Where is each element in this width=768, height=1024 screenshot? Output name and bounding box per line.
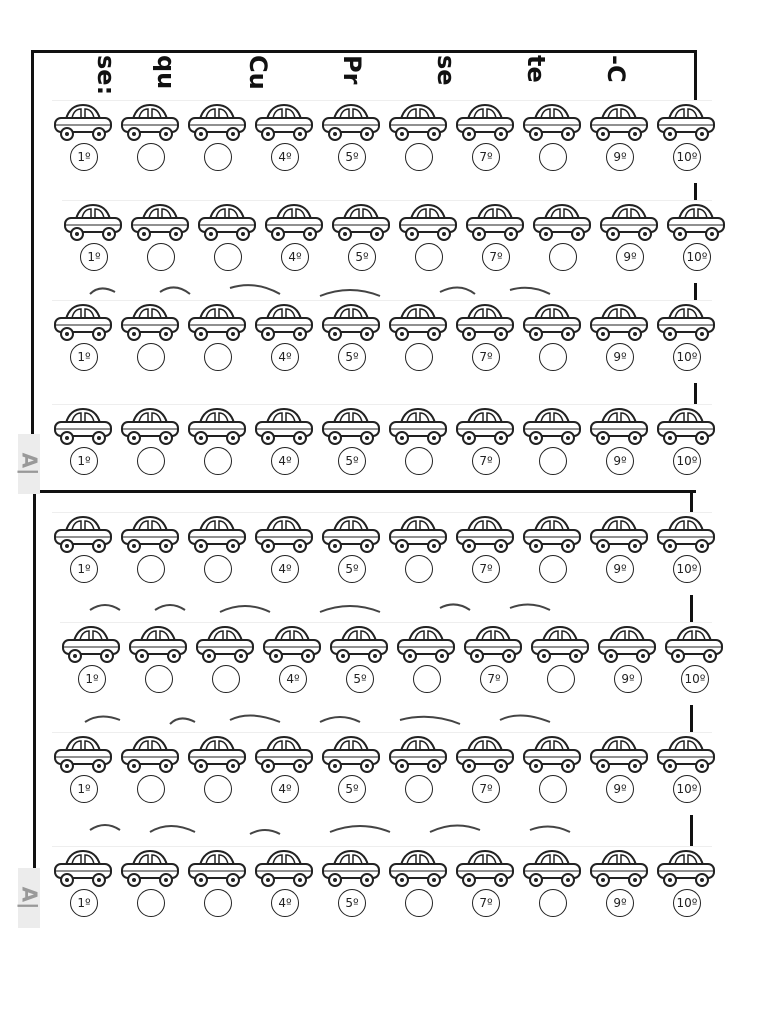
empty-position-circle[interactable]: [539, 775, 567, 803]
car-cell: [52, 513, 114, 593]
car-icon: [655, 847, 717, 891]
car-cell: [119, 405, 181, 485]
empty-position-circle[interactable]: [405, 447, 433, 475]
empty-position-circle[interactable]: [539, 447, 567, 475]
car-cell: [52, 847, 114, 927]
header-word: qu: [152, 55, 180, 90]
car-cell: [320, 405, 382, 485]
car-strip-row-4: [52, 404, 712, 487]
car-icon: [52, 101, 114, 145]
car-cell: [186, 405, 248, 485]
position-badge: 9º: [606, 555, 634, 583]
empty-position-circle[interactable]: [137, 775, 165, 803]
car-cell: [395, 623, 457, 703]
car-cell: [186, 301, 248, 381]
car-strip-row-7: [52, 732, 712, 815]
position-badge: 1º: [70, 555, 98, 583]
car-cell: [263, 201, 325, 281]
car-icon: [598, 201, 660, 245]
car-cell: [253, 405, 315, 485]
car-icon: [588, 733, 650, 777]
sketch-fragment: [80, 282, 680, 298]
car-cell: [462, 623, 524, 703]
car-icon: [186, 301, 248, 345]
car-icon: [261, 623, 323, 667]
car-cell: [454, 513, 516, 593]
car-cell: [655, 301, 717, 381]
side-mark: A|: [18, 868, 40, 928]
position-badge: 1º: [80, 243, 108, 271]
empty-position-circle[interactable]: [413, 665, 441, 693]
car-icon: [186, 847, 248, 891]
car-cell: [454, 733, 516, 813]
car-icon: [62, 201, 124, 245]
car-cell: [119, 513, 181, 593]
empty-position-circle[interactable]: [539, 143, 567, 171]
car-cell: [387, 405, 449, 485]
car-icon: [196, 201, 258, 245]
car-icon: [52, 847, 114, 891]
empty-position-circle[interactable]: [147, 243, 175, 271]
car-strip-row-3: [52, 300, 712, 383]
car-cell: [60, 623, 122, 703]
car-icon: [127, 623, 189, 667]
car-icon: [387, 847, 449, 891]
car-cell: [387, 101, 449, 181]
car-cell: [663, 623, 725, 703]
car-cell: [129, 201, 191, 281]
car-cell: [454, 847, 516, 927]
car-cell: [119, 847, 181, 927]
car-cell: [320, 101, 382, 181]
sketch-fragment: [80, 820, 680, 836]
car-cell: [387, 733, 449, 813]
car-icon: [596, 623, 658, 667]
empty-position-circle[interactable]: [549, 243, 577, 271]
car-icon: [588, 405, 650, 449]
car-icon: [655, 301, 717, 345]
car-cell: [62, 201, 124, 281]
position-badge: 4º: [271, 143, 299, 171]
car-strip-row-6: [60, 622, 712, 705]
car-cell: [387, 847, 449, 927]
empty-position-circle[interactable]: [137, 143, 165, 171]
position-badge: 9º: [606, 143, 634, 171]
car-icon: [454, 733, 516, 777]
car-icon: [665, 201, 727, 245]
car-icon: [387, 733, 449, 777]
position-badge: 4º: [271, 555, 299, 583]
sketch-fragment: [80, 710, 680, 726]
car-strip-row-2: [62, 200, 712, 283]
car-cell: [320, 301, 382, 381]
car-icon: [52, 301, 114, 345]
position-badge: 7º: [472, 889, 500, 917]
position-badge: 5º: [338, 143, 366, 171]
position-badge: 9º: [606, 889, 634, 917]
car-cell: [588, 405, 650, 485]
car-cell: [588, 847, 650, 927]
car-icon: [588, 513, 650, 557]
position-badge: 5º: [338, 447, 366, 475]
car-cell: [454, 101, 516, 181]
car-icon: [387, 101, 449, 145]
car-cell: [330, 201, 392, 281]
car-cell: [196, 201, 258, 281]
car-cell: [655, 733, 717, 813]
header-word: se:: [92, 55, 120, 96]
car-cell: [253, 101, 315, 181]
empty-position-circle[interactable]: [539, 555, 567, 583]
position-badge: 5º: [338, 555, 366, 583]
car-cell: [665, 201, 727, 281]
position-badge: 4º: [271, 343, 299, 371]
position-badge: 10º: [681, 665, 709, 693]
car-cell: [588, 733, 650, 813]
car-cell: [387, 301, 449, 381]
car-icon: [588, 301, 650, 345]
empty-position-circle[interactable]: [204, 447, 232, 475]
car-cell: [521, 301, 583, 381]
position-badge: 10º: [673, 447, 701, 475]
position-badge: 4º: [271, 889, 299, 917]
car-cell: [119, 301, 181, 381]
car-icon: [464, 201, 526, 245]
position-badge: 9º: [606, 447, 634, 475]
header-word: se: [432, 55, 460, 86]
car-icon: [529, 623, 591, 667]
position-badge: 5º: [338, 775, 366, 803]
position-badge: 9º: [606, 775, 634, 803]
empty-position-circle[interactable]: [539, 343, 567, 371]
car-icon: [330, 201, 392, 245]
car-cell: [253, 847, 315, 927]
car-icon: [194, 623, 256, 667]
car-icon: [387, 301, 449, 345]
car-cell: [186, 847, 248, 927]
empty-position-circle[interactable]: [405, 889, 433, 917]
car-icon: [531, 201, 593, 245]
position-badge: 9º: [616, 243, 644, 271]
position-badge: 4º: [281, 243, 309, 271]
car-cell: [588, 101, 650, 181]
car-cell: [521, 513, 583, 593]
car-icon: [454, 405, 516, 449]
header-word: Cu: [244, 55, 272, 90]
car-icon: [655, 513, 717, 557]
empty-position-circle[interactable]: [405, 555, 433, 583]
car-icon: [186, 405, 248, 449]
car-cell: [655, 847, 717, 927]
car-cell: [521, 733, 583, 813]
position-badge: 1º: [70, 447, 98, 475]
car-cell: [186, 101, 248, 181]
car-cell: [52, 301, 114, 381]
car-icon: [655, 405, 717, 449]
car-icon: [129, 201, 191, 245]
car-cell: [261, 623, 323, 703]
car-icon: [521, 101, 583, 145]
position-badge: 10º: [673, 555, 701, 583]
car-icon: [119, 733, 181, 777]
car-icon: [253, 847, 315, 891]
car-icon: [395, 623, 457, 667]
car-icon: [454, 301, 516, 345]
car-icon: [253, 405, 315, 449]
car-icon: [588, 847, 650, 891]
car-cell: [320, 513, 382, 593]
empty-position-circle[interactable]: [137, 447, 165, 475]
car-cell: [194, 623, 256, 703]
position-badge: 7º: [472, 343, 500, 371]
car-icon: [521, 847, 583, 891]
empty-position-circle[interactable]: [204, 889, 232, 917]
position-badge: 1º: [70, 343, 98, 371]
car-strip-row-8: [52, 846, 712, 929]
car-icon: [119, 513, 181, 557]
car-cell: [186, 733, 248, 813]
car-cell: [521, 847, 583, 927]
empty-position-circle[interactable]: [145, 665, 173, 693]
car-icon: [588, 101, 650, 145]
empty-position-circle[interactable]: [204, 555, 232, 583]
empty-position-circle[interactable]: [547, 665, 575, 693]
empty-position-circle[interactable]: [214, 243, 242, 271]
empty-position-circle[interactable]: [405, 343, 433, 371]
car-icon: [320, 405, 382, 449]
car-cell: [52, 733, 114, 813]
empty-position-circle[interactable]: [539, 889, 567, 917]
car-icon: [454, 847, 516, 891]
header-word: -C: [602, 55, 630, 83]
car-cell: [387, 513, 449, 593]
car-cell: [529, 623, 591, 703]
sketch-fragment: [80, 600, 680, 614]
position-badge: 7º: [472, 447, 500, 475]
car-cell: [320, 847, 382, 927]
car-icon: [253, 733, 315, 777]
car-icon: [521, 733, 583, 777]
car-icon: [263, 201, 325, 245]
car-icon: [663, 623, 725, 667]
car-icon: [320, 101, 382, 145]
car-icon: [397, 201, 459, 245]
position-badge: 4º: [271, 447, 299, 475]
position-badge: 5º: [348, 243, 376, 271]
position-badge: 1º: [70, 889, 98, 917]
car-icon: [119, 405, 181, 449]
car-cell: [186, 513, 248, 593]
car-icon: [60, 623, 122, 667]
position-badge: 10º: [673, 343, 701, 371]
car-cell: [531, 201, 593, 281]
empty-position-circle[interactable]: [405, 143, 433, 171]
car-icon: [521, 301, 583, 345]
car-icon: [454, 101, 516, 145]
side-mark: A|: [18, 434, 40, 494]
car-icon: [119, 847, 181, 891]
car-icon: [521, 405, 583, 449]
header-word: te: [522, 55, 550, 83]
car-icon: [186, 513, 248, 557]
car-icon: [655, 733, 717, 777]
car-cell: [588, 513, 650, 593]
car-icon: [52, 513, 114, 557]
car-cell: [253, 301, 315, 381]
car-icon: [521, 513, 583, 557]
car-cell: [119, 733, 181, 813]
position-badge: 1º: [78, 665, 106, 693]
car-icon: [186, 733, 248, 777]
car-strip-row-5: [52, 512, 712, 595]
car-cell: [521, 101, 583, 181]
car-cell: [655, 405, 717, 485]
position-badge: 10º: [673, 889, 701, 917]
car-cell: [521, 405, 583, 485]
position-badge: 1º: [70, 143, 98, 171]
header-words: [60, 55, 700, 95]
car-icon: [462, 623, 524, 667]
car-icon: [119, 301, 181, 345]
car-cell: [127, 623, 189, 703]
car-icon: [119, 101, 181, 145]
position-badge: 9º: [606, 343, 634, 371]
empty-position-circle[interactable]: [415, 243, 443, 271]
car-icon: [320, 301, 382, 345]
position-badge: 1º: [70, 775, 98, 803]
car-cell: [588, 301, 650, 381]
car-cell: [454, 405, 516, 485]
position-badge: 5º: [338, 343, 366, 371]
position-badge: 7º: [472, 143, 500, 171]
car-cell: [397, 201, 459, 281]
car-icon: [454, 513, 516, 557]
car-icon: [253, 101, 315, 145]
empty-position-circle[interactable]: [204, 775, 232, 803]
car-cell: [454, 301, 516, 381]
car-icon: [186, 101, 248, 145]
car-cell: [253, 513, 315, 593]
header-word: Pr: [338, 55, 366, 85]
car-strip-row-1: [52, 100, 712, 183]
position-badge: 7º: [472, 555, 500, 583]
car-icon: [655, 101, 717, 145]
position-badge: 5º: [346, 665, 374, 693]
car-cell: [596, 623, 658, 703]
position-badge: 4º: [279, 665, 307, 693]
car-cell: [655, 513, 717, 593]
car-cell: [119, 101, 181, 181]
car-icon: [320, 733, 382, 777]
position-badge: 10º: [673, 143, 701, 171]
empty-position-circle[interactable]: [137, 889, 165, 917]
position-badge: 9º: [614, 665, 642, 693]
car-cell: [655, 101, 717, 181]
car-icon: [253, 513, 315, 557]
empty-position-circle[interactable]: [204, 343, 232, 371]
car-icon: [52, 405, 114, 449]
position-badge: 7º: [472, 775, 500, 803]
car-icon: [387, 405, 449, 449]
car-icon: [320, 847, 382, 891]
car-icon: [52, 733, 114, 777]
position-badge: 4º: [271, 775, 299, 803]
car-icon: [387, 513, 449, 557]
car-cell: [464, 201, 526, 281]
position-badge: 7º: [480, 665, 508, 693]
position-badge: 7º: [482, 243, 510, 271]
empty-position-circle[interactable]: [137, 555, 165, 583]
empty-position-circle[interactable]: [212, 665, 240, 693]
car-cell: [320, 733, 382, 813]
car-icon: [328, 623, 390, 667]
car-cell: [52, 101, 114, 181]
car-cell: [328, 623, 390, 703]
position-badge: 10º: [673, 775, 701, 803]
car-icon: [320, 513, 382, 557]
position-badge: 5º: [338, 889, 366, 917]
car-cell: [253, 733, 315, 813]
empty-position-circle[interactable]: [137, 343, 165, 371]
car-cell: [52, 405, 114, 485]
position-badge: 10º: [683, 243, 711, 271]
empty-position-circle[interactable]: [405, 775, 433, 803]
car-cell: [598, 201, 660, 281]
empty-position-circle[interactable]: [204, 143, 232, 171]
car-icon: [253, 301, 315, 345]
